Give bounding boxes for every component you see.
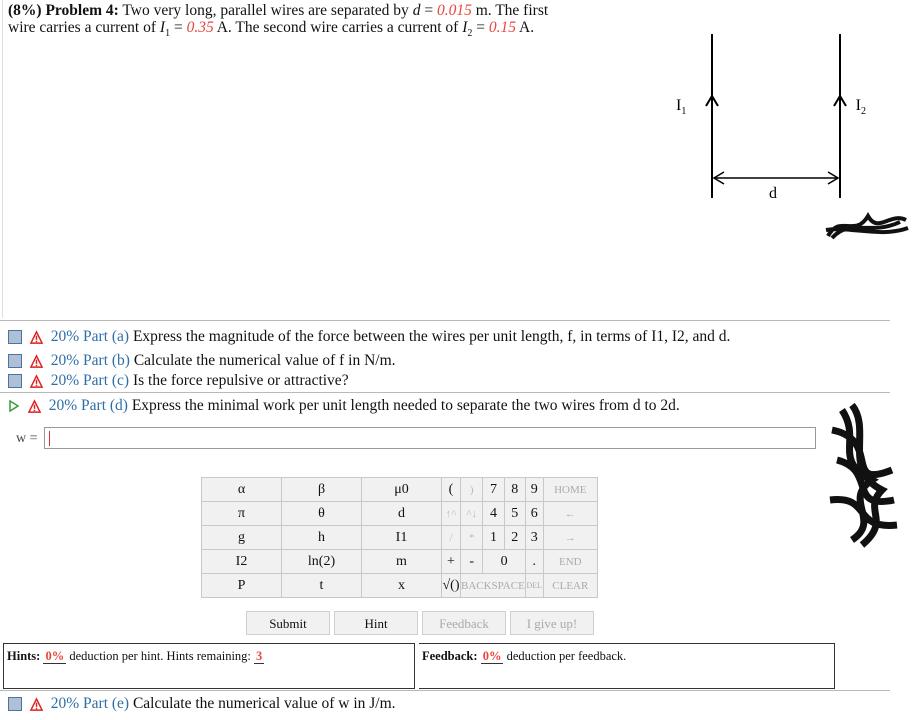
key-clear[interactable]: CLEAR bbox=[543, 574, 597, 598]
part-c-label[interactable]: 20% Part (c) bbox=[50, 372, 130, 389]
key-0[interactable]: 0 bbox=[483, 550, 525, 574]
key-home[interactable]: HOME bbox=[543, 478, 597, 502]
separator-top bbox=[0, 320, 890, 321]
hint-button[interactable]: Hint bbox=[334, 611, 418, 635]
key-9[interactable]: 9 bbox=[525, 478, 543, 502]
part-d-row[interactable] bbox=[8, 396, 680, 416]
warning-icon bbox=[30, 331, 43, 344]
key-minus[interactable]: - bbox=[461, 550, 483, 574]
key-multiply[interactable]: * bbox=[461, 526, 483, 550]
collapse-box-icon[interactable] bbox=[8, 374, 22, 388]
answer-input[interactable] bbox=[44, 427, 816, 449]
equals-sign: = bbox=[173, 19, 183, 36]
symbol-keypad bbox=[201, 477, 598, 598]
feedback-pct: 0% bbox=[482, 649, 502, 663]
key-end[interactable]: END bbox=[543, 550, 597, 574]
key-g[interactable]: g bbox=[202, 526, 282, 550]
problem-text-1: Two very long, parallel wires are separated by bbox=[122, 2, 409, 19]
i1-subscript: 1 bbox=[165, 28, 171, 40]
label-i2: $I_2$ bbox=[855, 97, 866, 117]
part-b-row[interactable] bbox=[8, 351, 396, 371]
key-i2[interactable]: I2 bbox=[202, 550, 282, 574]
key-7[interactable]: 7 bbox=[483, 478, 504, 502]
warning-icon bbox=[30, 355, 43, 368]
key-close-paren[interactable]: ) bbox=[461, 478, 483, 502]
d-value: 0.015 bbox=[436, 2, 472, 19]
key-x[interactable]: x bbox=[362, 574, 442, 598]
key-h[interactable]: h bbox=[282, 526, 362, 550]
separator-part-e bbox=[0, 690, 890, 691]
key-right-arrow[interactable]: → bbox=[543, 526, 597, 550]
feedback-text bbox=[422, 649, 834, 664]
redaction-scribble-large bbox=[822, 400, 902, 550]
key-ln2[interactable]: ln(2) bbox=[282, 550, 362, 574]
key-6[interactable]: 6 bbox=[525, 502, 543, 526]
part-c-text: Is the force repulsive or attractive? bbox=[132, 372, 349, 389]
d-unit: m. The first bbox=[475, 2, 549, 19]
key-theta[interactable]: θ bbox=[282, 502, 362, 526]
part-a-text: Express the magnitude of the force between the wires per unit length, f, in terms of I1, I2, and d. bbox=[132, 328, 731, 345]
i2-value: 0.15 bbox=[488, 19, 516, 36]
part-a-row[interactable] bbox=[8, 327, 730, 347]
key-plus[interactable]: + bbox=[442, 550, 461, 574]
i1-unit: A. The second wire carries a current of bbox=[216, 19, 459, 36]
redaction-scribble bbox=[820, 208, 910, 242]
i1-symbol: I bbox=[159, 19, 166, 36]
key-del[interactable]: DEL bbox=[525, 574, 543, 598]
part-d-label[interactable]: 20% Part (d) bbox=[48, 397, 128, 414]
key-t[interactable]: t bbox=[282, 574, 362, 598]
feedback-description: deduction per feedback. bbox=[506, 649, 627, 663]
key-mu0[interactable]: μ0 bbox=[362, 478, 442, 502]
key-m[interactable]: m bbox=[362, 550, 442, 574]
key-open-paren[interactable]: ( bbox=[442, 478, 461, 502]
hints-remaining: 3 bbox=[256, 649, 263, 663]
key-subscript[interactable]: ^↓ bbox=[461, 502, 483, 526]
feedback-button[interactable]: Feedback bbox=[422, 611, 506, 635]
text-caret bbox=[49, 431, 50, 446]
hints-box bbox=[3, 643, 415, 689]
problem-text-2: wire carries a current of bbox=[8, 19, 157, 36]
i2-symbol: I bbox=[462, 19, 468, 36]
key-4[interactable]: 4 bbox=[483, 502, 504, 526]
part-d-text: Express the minimal work per unit length needed to separate the two wires from d to 2d. bbox=[131, 397, 680, 414]
warning-icon bbox=[28, 400, 41, 413]
part-a-label[interactable]: 20% Part (a) bbox=[50, 328, 130, 345]
answer-label: w = bbox=[16, 431, 38, 446]
part-e-text: Calculate the numerical value of w in J/m. bbox=[132, 695, 396, 712]
key-5[interactable]: 5 bbox=[504, 502, 525, 526]
hints-pct: 0% bbox=[45, 649, 65, 663]
give-up-button[interactable]: I give up! bbox=[510, 611, 594, 635]
key-left-arrow[interactable]: ← bbox=[543, 502, 597, 526]
key-sqrt[interactable]: √() bbox=[442, 574, 461, 598]
part-b-label[interactable]: 20% Part (b) bbox=[50, 352, 130, 369]
part-e-row[interactable] bbox=[8, 694, 396, 714]
d-symbol: d bbox=[412, 2, 421, 19]
key-superscript[interactable]: ↑^ bbox=[442, 502, 461, 526]
key-8[interactable]: 8 bbox=[504, 478, 525, 502]
feedback-label: Feedback: bbox=[422, 649, 478, 663]
equals-sign: = bbox=[424, 2, 434, 19]
feedback-box bbox=[419, 643, 835, 689]
label-i1: $I_1$ bbox=[676, 97, 687, 117]
part-b-text: Calculate the numerical value of f in N/m. bbox=[133, 352, 396, 369]
key-backspace[interactable]: BACKSPACE bbox=[461, 574, 526, 598]
key-1[interactable]: 1 bbox=[483, 526, 504, 550]
key-beta[interactable]: β bbox=[282, 478, 362, 502]
i1-value: 0.35 bbox=[186, 19, 214, 36]
collapse-box-icon[interactable] bbox=[8, 330, 22, 344]
warning-icon bbox=[30, 375, 43, 388]
submit-button[interactable]: Submit bbox=[246, 611, 330, 635]
key-d[interactable]: d bbox=[362, 502, 442, 526]
collapse-box-icon[interactable] bbox=[8, 354, 22, 368]
problem-label: Problem 4: bbox=[45, 2, 119, 19]
collapse-box-icon[interactable] bbox=[8, 697, 22, 711]
key-i1[interactable]: I1 bbox=[362, 526, 442, 550]
hints-description: deduction per hint. Hints remaining: bbox=[69, 649, 251, 663]
part-c-row[interactable] bbox=[8, 371, 349, 391]
hints-label: Hints: bbox=[7, 649, 41, 663]
separator-part-d bbox=[0, 392, 890, 393]
i2-unit: A. bbox=[519, 19, 535, 36]
label-d: d bbox=[769, 185, 777, 202]
expand-arrow-icon[interactable] bbox=[8, 400, 20, 412]
i2-subscript: 2 bbox=[467, 28, 473, 40]
key-3[interactable]: 3 bbox=[525, 526, 543, 550]
problem-statement bbox=[8, 2, 608, 42]
problem-weight: (8%) bbox=[8, 2, 42, 19]
left-border bbox=[2, 0, 3, 318]
part-e-label[interactable]: 20% Part (e) bbox=[50, 695, 130, 712]
warning-icon bbox=[30, 698, 43, 711]
hints-text bbox=[7, 649, 414, 664]
equals-sign: = bbox=[476, 19, 485, 36]
key-divide[interactable]: / bbox=[442, 526, 461, 550]
key-decimal[interactable]: . bbox=[525, 550, 543, 574]
key-p[interactable]: P bbox=[202, 574, 282, 598]
key-2[interactable]: 2 bbox=[504, 526, 525, 550]
key-alpha[interactable]: α bbox=[202, 478, 282, 502]
key-pi[interactable]: π bbox=[202, 502, 282, 526]
